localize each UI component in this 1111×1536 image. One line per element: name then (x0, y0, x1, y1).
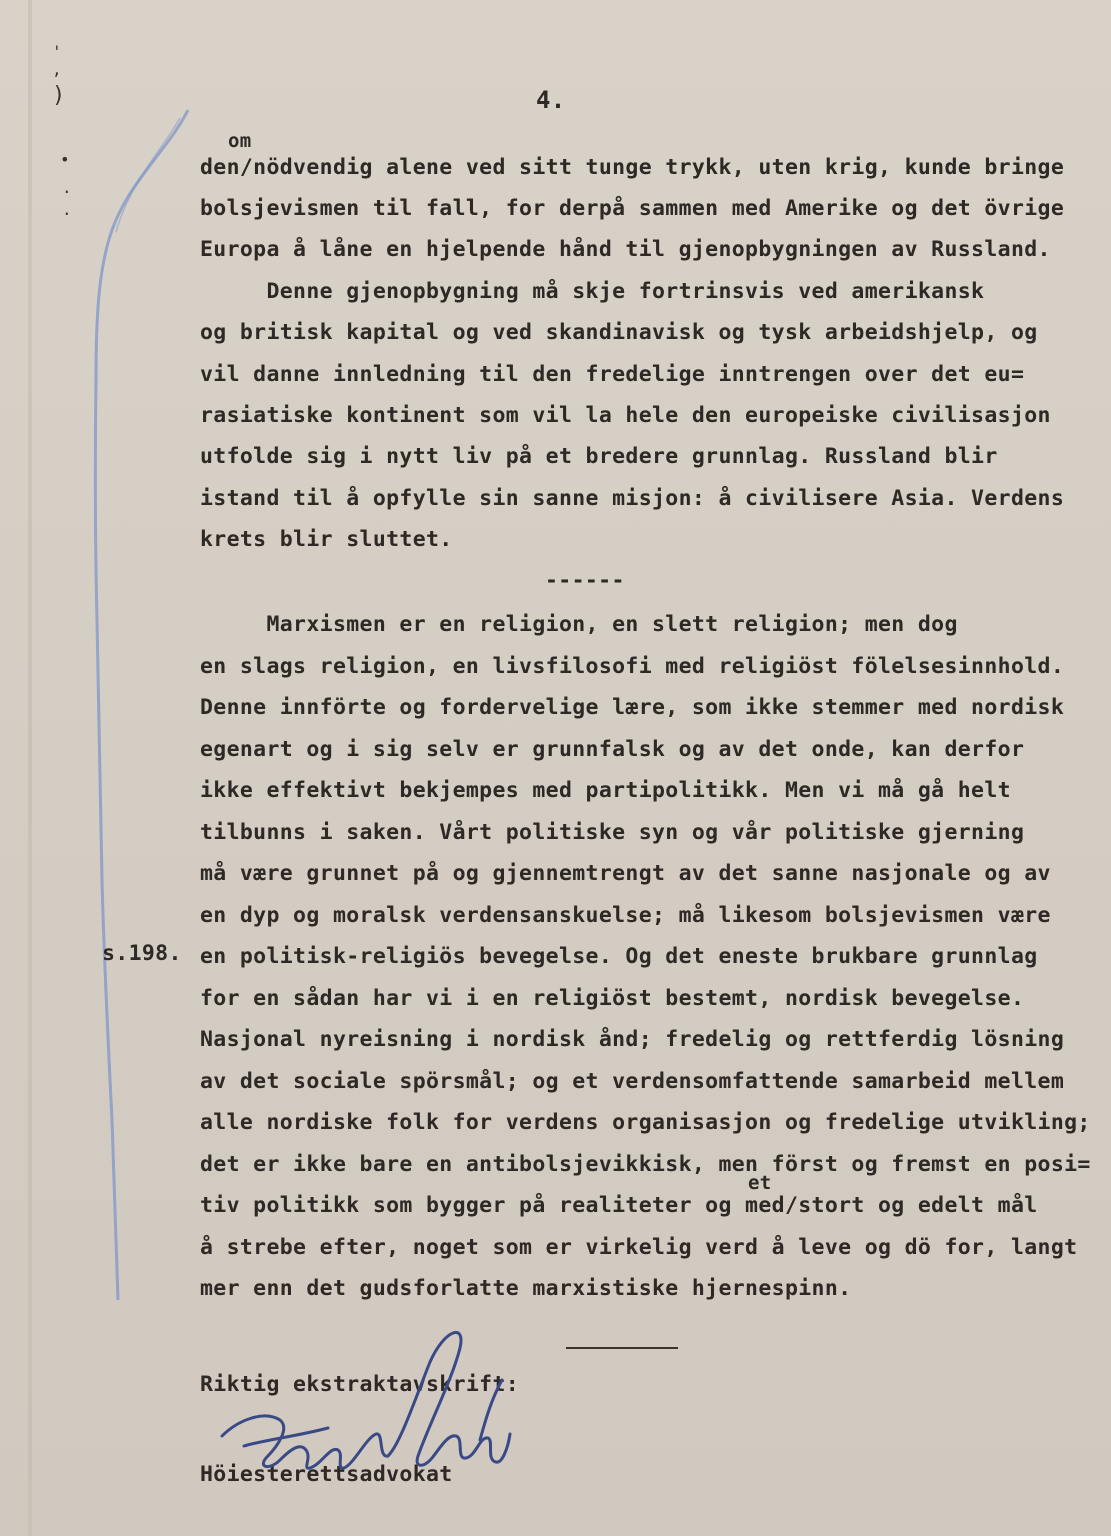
text-line-27: mer enn det gudsforlatte marxistiske hjernespinn. (200, 1276, 852, 1301)
text-line-14: egenart og i sig selv er grunnfalsk og av det onde, kan derfor (200, 737, 1025, 762)
text-line-20: for en sådan har vi i en religiöst bestemt, nordisk bevegelse. (200, 986, 1025, 1011)
text-line-10: krets blir sluttet. (200, 527, 453, 552)
signer-title: Höiesterettsadvokat (200, 1462, 453, 1487)
text-line-25: tiv politikk som bygger på realiteter og med/stort og edelt mål (200, 1193, 1038, 1218)
attestation-label: Riktig ekstraktavskrift: (200, 1372, 520, 1397)
section-separator: ------ (545, 568, 625, 593)
text-line-24: det er ikke bare en antibolsjevikkisk, men först og fremst en posi= (200, 1152, 1091, 1177)
text-line-26: å strebe efter, noget som er virkelig verd å leve og dö for, langt (200, 1235, 1078, 1260)
text-line-5: og britisk kapital og ved skandinavisk og tysk arbeidshjelp, og (200, 320, 1038, 345)
page-number: 4. (536, 86, 566, 114)
margin-page-reference: s.198. (102, 941, 182, 966)
text-line-6: vil danne innledning til den fredelige inntrengen over det eu= (200, 362, 1025, 387)
text-line-23: alle nordiske folk for verdens organisasjon og fredelige utvikling; (200, 1110, 1091, 1135)
binding-mark: • (60, 150, 70, 169)
text-line-8: utfolde sig i nytt liv på et bredere grunnlag. Russland blir (200, 444, 998, 469)
text-line-2: bolsjevismen til fall, for derpå sammen med Amerike og det övrige (200, 196, 1065, 221)
text-line-21: Nasjonal nyreisning i nordisk ånd; fredelig og rettferdig lösning (200, 1027, 1065, 1052)
closing-rule (566, 1347, 678, 1349)
text-line-17: må være grunnet på og gjennemtrengt av det sanne nasjonale og av (200, 861, 1051, 886)
text-line-7: rasiatiske kontinent som vil la hele den europeiske civilisasjon (200, 403, 1051, 428)
text-line-16: tilbunns i saken. Vårt politiske syn og vår politiske gjerning (200, 820, 1025, 845)
text-line-1: den/nödvendig alene ved sitt tunge trykk, uten krig, kunde bringe (200, 155, 1065, 180)
insertion-om: om (228, 130, 252, 152)
binding-mark: . (62, 178, 72, 197)
binding-mark: ) (52, 83, 66, 108)
text-line-13: Denne innförte og fordervelige lære, som ikke stemmer med nordisk (200, 695, 1065, 720)
text-line-15: ikke effektivt bekjempes med partipolitikk. Men vi må gå helt (200, 778, 1011, 803)
text-line-19: en politisk-religiös bevegelse. Og det eneste brukbare grunnlag (200, 944, 1038, 969)
binding-mark: , (52, 60, 62, 79)
text-line-11: Marxismen er en religion, en slett religion; men dog (200, 612, 958, 637)
text-line-18: en dyp og moralsk verdensanskuelse; må likesom bolsjevismen være (200, 903, 1051, 928)
text-line-4: Denne gjenopbygning må skje fortrinsvis ved amerikansk (200, 279, 985, 304)
binding-mark: . (62, 200, 72, 219)
insertion-et: et (748, 1172, 772, 1194)
text-line-3: Europa å låne en hjelpende hånd til gjenopbygningen av Russland. (200, 237, 1051, 262)
text-line-12: en slags religion, en livsfilosofi med religiöst fölelsesinnhold. (200, 654, 1065, 679)
text-line-22: av det sociale spörsmål; og et verdensomfattende samarbeid mellem (200, 1069, 1065, 1094)
text-line-9: istand til å opfylle sin sanne misjon: å civilisere Asia. Verdens (200, 486, 1065, 511)
binding-mark: ' (52, 42, 62, 61)
